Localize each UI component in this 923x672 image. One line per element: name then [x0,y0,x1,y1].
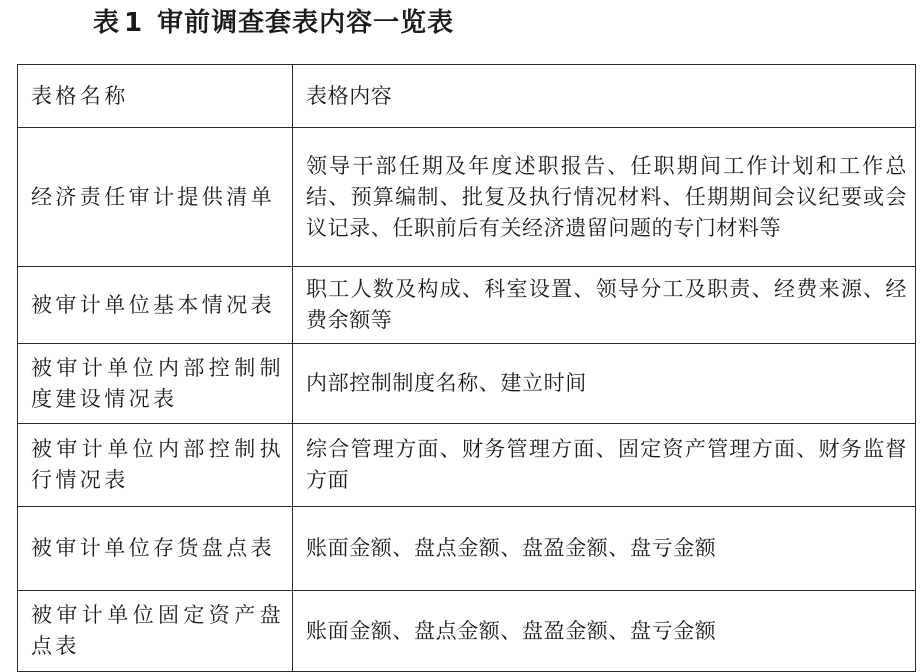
title-text: 审前调查套表内容一览表 [157,8,455,38]
title-prefix: 表 [93,8,121,38]
form-content-cell: 内部控制制度名称、建立时间 [293,344,916,424]
header-form-name: 表格名称 [18,65,293,128]
header-form-content: 表格内容 [293,65,916,128]
form-content-cell: 账面金额、盘点金额、盘盈金额、盘亏金额 [293,591,916,672]
table-row [18,507,916,591]
table-row [18,424,916,507]
title-number: 1 [124,8,144,38]
form-content-cell: 综合管理方面、财务管理方面、固定资产管理方面、财务监督方面 [293,424,916,507]
table-row [18,267,916,344]
form-name-cell: 被审计单位存货盘点表 [18,507,293,591]
form-content-cell: 职工人数及构成、科室设置、领导分工及职责、经费来源、经费余额等 [293,267,916,344]
form-name-cell: 被审计单位内部控制制度建设情况表 [18,344,293,424]
form-name-cell: 被审计单位内部控制执行情况表 [18,424,293,507]
form-content-cell: 账面金额、盘点金额、盘盈金额、盘亏金额 [293,507,916,591]
table-title [93,4,454,42]
table-row [18,591,916,672]
form-name-cell: 经济责任审计提供清单 [18,128,293,267]
form-content-cell: 领导干部任期及年度述职报告、任职期间工作计划和工作总结、预算编制、批复及执行情况材料、任期期间会议纪要或会议记录、任职前后有关经济遗留问题的专门材料等 [293,128,916,267]
table-row [18,128,916,267]
form-name-cell: 被审计单位固定资产盘点表 [18,591,293,672]
table-row [18,344,916,424]
form-name-cell: 被审计单位基本情况表 [18,267,293,344]
survey-form-table [17,64,916,672]
header-row [18,65,916,128]
